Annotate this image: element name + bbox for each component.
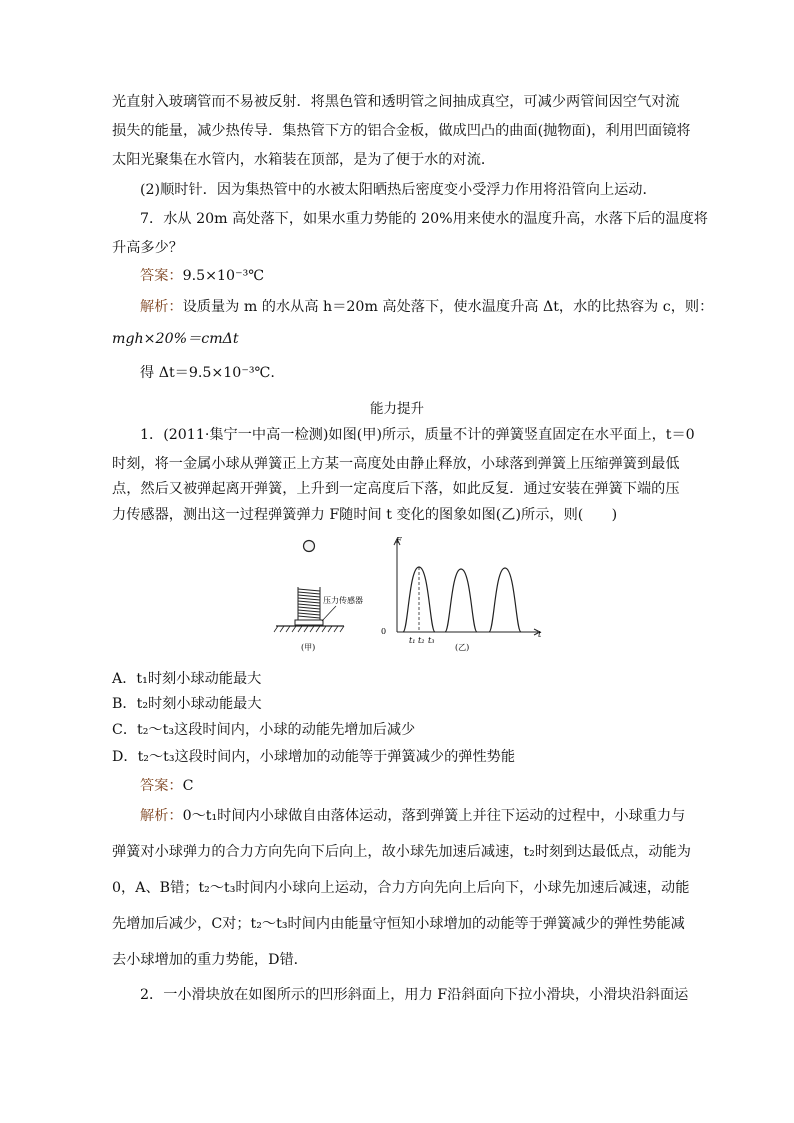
text-line: 太阳光聚集在水管内，水箱装在顶部，是为了便于水的对流． [112,152,496,168]
text-line: 点，然后又被弹起离开弹簧，上升到一定高度后下落，如此反复．通过安装在弹簧下端的压 [112,481,680,497]
explanation-2 [140,806,685,826]
tick-t1: t₁ [409,636,416,645]
answer-2 [140,776,193,796]
text-line: 损失的能量，减少热传导．集热管下方的铝合金板，做成凹凸的曲面(抛物面)，利用凹面镜将 [112,123,691,139]
caption-left: (甲) [301,643,316,652]
tick-t3: t₃ [428,636,435,645]
text-line: 去小球增加的重力势能，D错． [112,952,308,968]
section-title: 能力提升 [370,401,424,417]
spring-and-graph [268,533,548,665]
spring-icon [298,587,320,620]
answer-label: 答案： [140,268,183,284]
ground-hatch [274,626,344,632]
explanation-1 [140,297,713,317]
text-line: 弹簧对小球弹力的合力方向先向下后向上，故小球先加速后减速，t₂时刻到达最低点，动能为 [112,844,691,860]
answer-value: 9.5×10⁻³℃ [182,268,265,284]
text-line: 升高多少？ [112,240,183,256]
physics-figure [268,533,548,665]
equation: mgh×20%＝cmΔt [112,331,239,347]
explanation-text: 0～t₁时间内小球做自由落体运动，落到弹簧上并往下运动的过程中，小球重力与 [182,808,686,824]
question-7: 7．水从 20m 高处落下，如果水重力势能的 20%用来使水的温度升高，水落下后的温度将 [140,211,708,227]
equation-result: 得 Δt＝9.5×10⁻³℃. [140,365,275,381]
sensor-label: 压力传感器 [323,596,363,605]
option-a: A．t₁时刻小球动能最大 [112,671,262,687]
text-line: (2)顺时针．因为集热管中的水被太阳晒热后密度变小受浮力作用将沿管向上运动． [140,182,657,198]
explanation-label: 解析： [140,808,183,824]
axis-x-label: t [538,630,542,639]
explanation-text: 设质量为 m 的水从高 h＝20m 高处落下，使水温度升高 Δt，水的比热容为 c，则： [182,299,714,315]
question-1: 1．(2011·集宁一中高一检测)如图(甲)所示，质量不计的弹簧竖直固定在水平面上，t＝0 [140,427,695,443]
axis-y-label: F [396,536,402,545]
explanation-label: 解析： [140,299,183,315]
text-line: 力传感器，测出这一过程弹簧弹力 F随时间 t 变化的图象如图(乙)所示，则( ) [112,507,618,523]
option-d: D．t₂～t₃这段时间内，小球增加的动能等于弹簧减少的弹性势能 [112,749,516,765]
origin-label: 0 [381,627,387,636]
ball-icon [304,541,315,552]
pressure-sensor-icon [295,620,323,625]
force-curve [403,567,521,632]
option-c: C．t₂～t₃这段时间内，小球的动能先增加后减少 [112,722,416,738]
tick-t2: t₂ [418,636,425,645]
answer-value: C [182,778,194,794]
answer-1 [140,266,264,286]
text-line: 先增加后减少，C对；t₂～t₃时间内由能量守恒知小球增加的动能等于弹簧减少的弹性势能减 [112,916,685,932]
option-b: B．t₂时刻小球动能最大 [112,696,262,712]
question-2: 2．一小滑块放在如图所示的凹形斜面上，用力 F沿斜面向下拉小滑块，小滑块沿斜面运 [140,987,689,1003]
text-line: 时刻，将一金属小球从弹簧正上方某一高度处由静止释放，小球落到弹簧上压缩弹簧到最低 [112,456,680,472]
caption-right: (乙) [455,643,470,652]
answer-label: 答案： [140,778,183,794]
text-line: 0，A、B错；t₂～t₃时间内小球向上运动，合力方向先向上后向下，小球先加速后减速，动能 [112,880,690,896]
text-line: 光直射入玻璃管而不易被反射．将黑色管和透明管之间抽成真空，可减少两管间因空气对流 [112,94,680,110]
